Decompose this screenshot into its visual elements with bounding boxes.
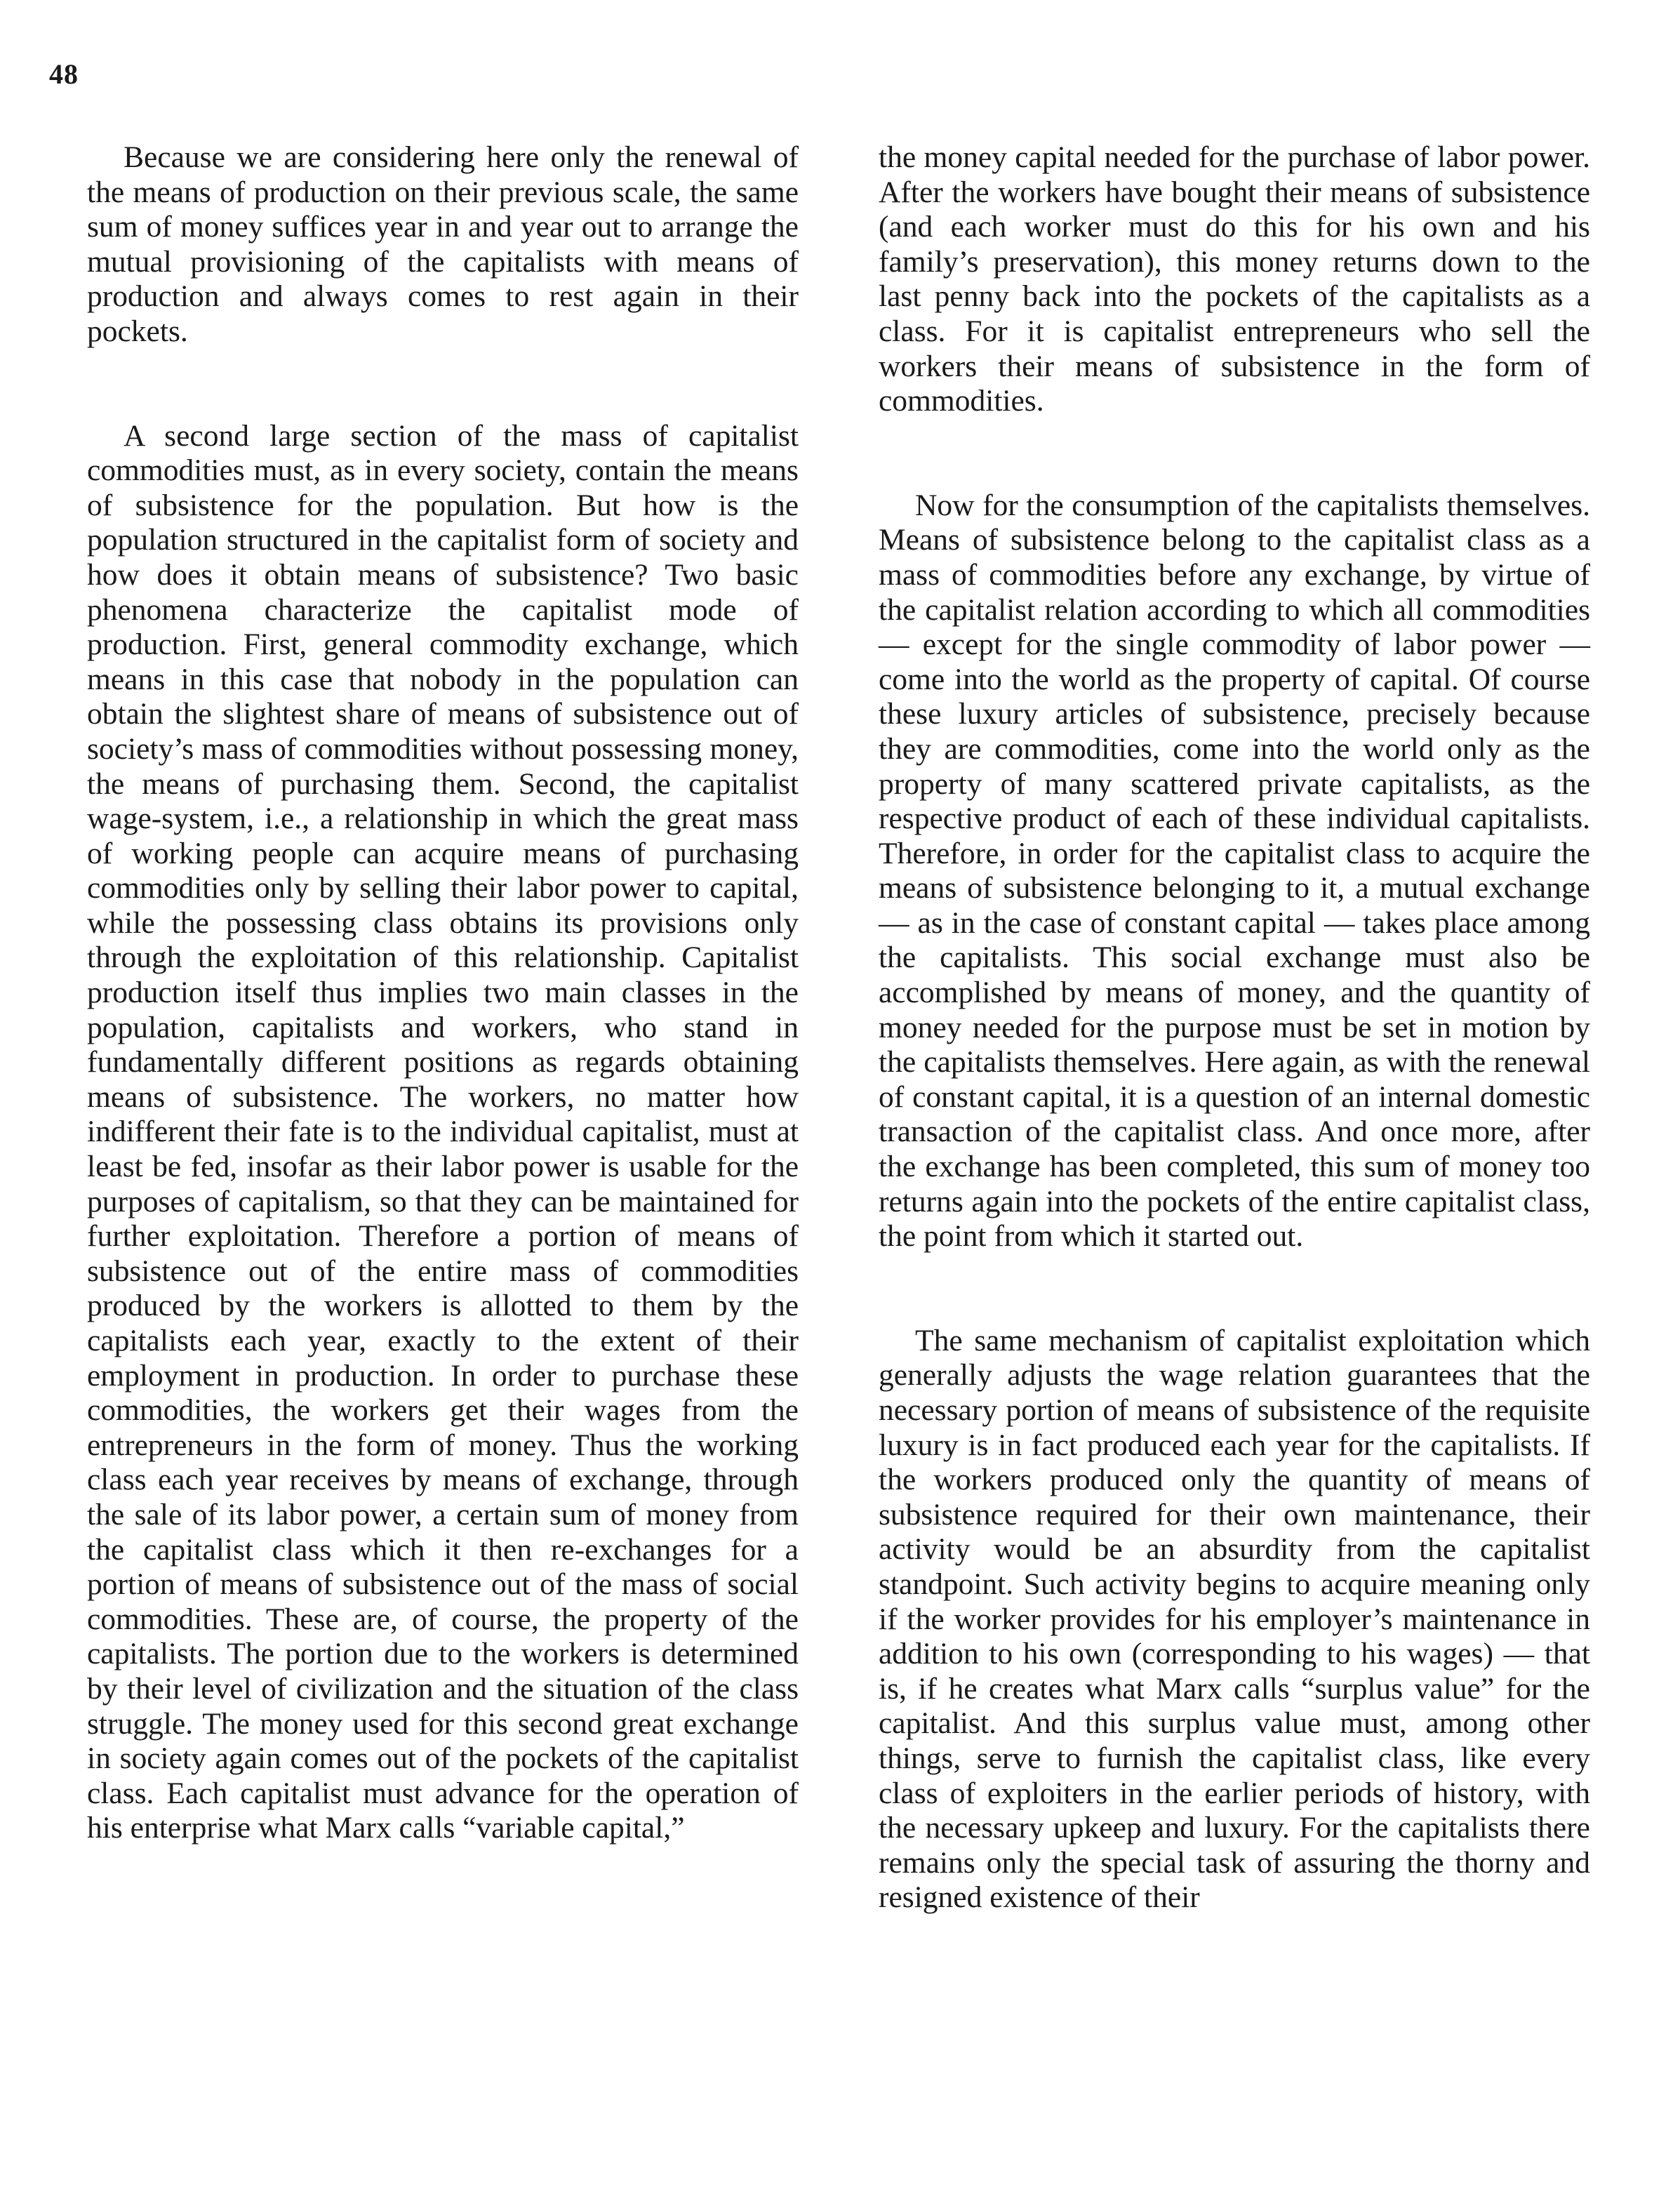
paragraph-gap	[879, 419, 1590, 489]
paragraph-gap	[87, 350, 799, 419]
body-paragraph: Now for the consumption of the capitalists themselves. Means of subsistence belong to the capitalist class as a mass of commodities before any exchange, by virtue of the capitalist relation according to which all commodities — except for the single commodity of labor power — come into the world as the property of capital. Of course these luxury articles of subsistence, precisely because they are commodities, come into the world only as the property of many scattered private capitalists, as the respective product of each of these individual capitalists. Therefore, in order for the capitalist class to acquire the means of subsistence belonging to it, a mutual exchange — as in the case of constant capital — takes place among the capitalists. This social exchange must also be accomplished by means of money, and the quantity of money needed for the purpose must be set in motion by the capitalists themselves. Here again, as with the renewal of constant capital, it is a question of an internal domestic transaction of the capitalist class. And once more, after the exchange has been completed, this sum of money too returns again into the pockets of the entire capitalist class, the point from which it started out.	[879, 488, 1590, 1254]
paragraph-gap	[879, 1254, 1590, 1324]
body-paragraph: Because we are considering here only the renewal of the means of production on their previous scale, the same sum of money suffices year in and year out to arrange the mutual provisioning of the capitalists with means of production and always comes to rest again in their pockets.	[87, 140, 799, 348]
page-number: 48	[49, 58, 79, 90]
body-paragraph: The same mechanism of capitalist exploitation which generally adjusts the wage relation guarantees that the necessary portion of means of subsistence of the requisite luxury is in fact produced each year for the capitalists. If the workers produced only the quantity of means of subsistence required for their own maintenance, their activity would be an absurdity from the capitalist standpoint. Such activity begins to acquire meaning only if the worker provides for his employer’s maintenance in addition to his own (corresponding to his wages) — that is, if he creates what Marx calls “surplus value” for the capitalist. And this surplus value must, among other things, serve to furnish the capitalist class, like every class of exploiters in the earlier periods of history, with the necessary upkeep and luxury. For the capitalists there remains only the special task of assuring the thorny and resigned existence of their	[879, 1323, 1590, 1915]
left-column	[87, 140, 799, 1846]
body-paragraph-continued: the money capital needed for the purchase of labor power. After the workers have bought their means of subsistence (and each worker must do this for his own and his family’s preservation), this money returns down to the last penny back into the pockets of the capitalists as a class. For it is capitalist entrepreneurs who sell the workers their means of subsistence in the form of commodities.	[879, 140, 1590, 418]
right-column	[879, 140, 1590, 1915]
body-paragraph: A second large section of the mass of capitalist commodities must, as in every society, contain the means of subsistence for the population. But how is the population structured in the capitalist form of society and how does it obtain means of subsistence? Two basic phenomena characterize the capitalist mode of production. First, general commodity exchange, which means in this case that nobody in the population can obtain the slightest share of means of subsistence out of society’s mass of commodities without possessing money, the means of purchasing them. Second, the capitalist wage-system, i.e., a relationship in which the great mass of working people can acquire means of purchasing commodities only by selling their labor power to capital, while the possessing class obtains its provisions only through the exploitation of this relationship. Capitalist production itself thus implies two main classes in the population, capitalists and workers, who stand in fundamentally different positions as regards obtaining means of subsistence. The workers, no matter how indifferent their fate is to the individual capitalist, must at least be fed, insofar as their labor power is usable for the purposes of capitalism, so that they can be maintained for further exploitation. Therefore a portion of means of subsistence out of the entire mass of commodities produced by the workers is allotted to them by the capitalists each year, exactly to the extent of their employment in production. In order to purchase these commodities, the workers get their wages from the entrepreneurs in the form of money. Thus the working class each year receives by means of exchange, through the sale of its labor power, a certain sum of money from the capitalist class which it then re-exchanges for a portion of means of subsistence out of the mass of social commodities. These are, of course, the property of the capitalists. The portion due to the workers is determined by their level of civilization and the situation of the class struggle. The money used for this second great exchange in society again comes out of the pockets of the capitalist class. Each capitalist must advance for the operation of his enterprise what Marx calls “variable capital,”	[87, 418, 799, 1845]
